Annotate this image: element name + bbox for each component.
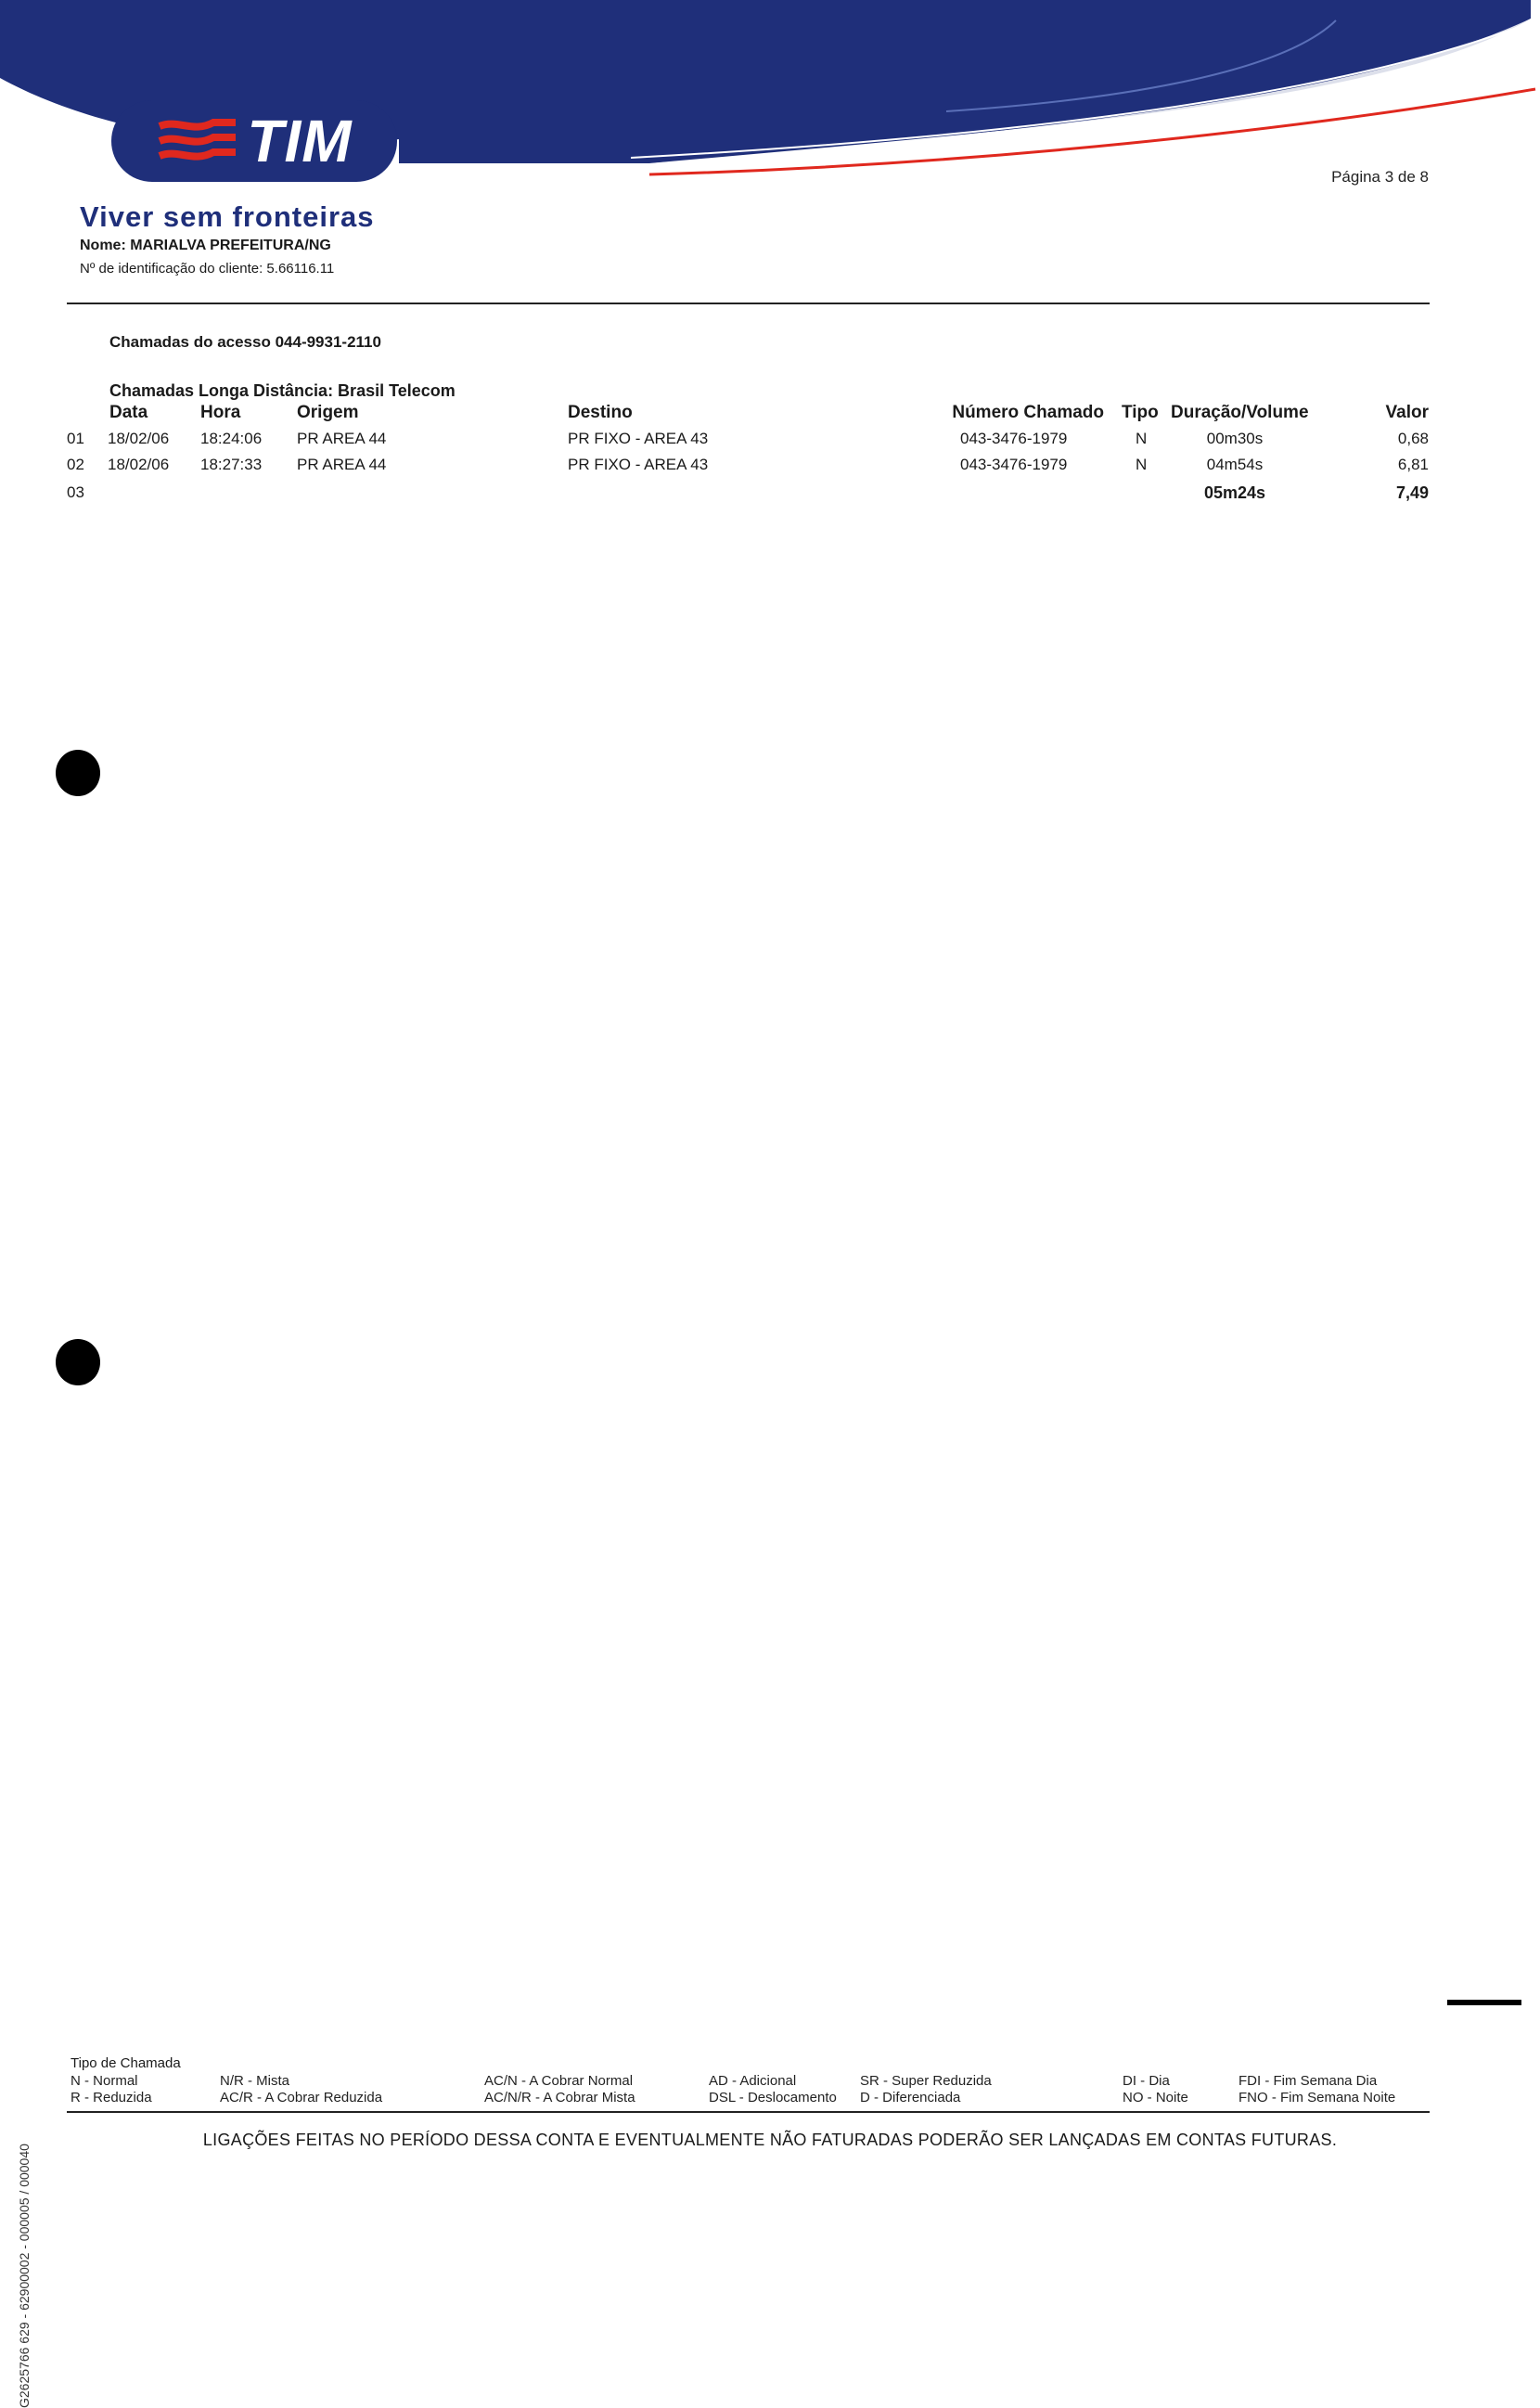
legend-item: FNO - Fim Semana Noite <box>1238 2090 1396 2105</box>
row-origin: PR AREA 44 <box>297 456 387 473</box>
access-title: Chamadas do acesso 044-9931-2110 <box>109 333 381 351</box>
column-header-tipo: Tipo <box>1122 403 1159 422</box>
row-value: 6,81 <box>1397 456 1429 473</box>
column-header-destino: Destino <box>568 403 633 422</box>
legend-title: Tipo de Chamada <box>71 2055 181 2071</box>
row-index: 02 <box>67 456 84 473</box>
row-type: N <box>1136 456 1148 473</box>
row-type: N <box>1136 430 1148 447</box>
row-time: 18:24:06 <box>200 430 263 447</box>
row-date: 18/02/06 <box>108 456 170 473</box>
total-index: 03 <box>67 483 84 501</box>
client-name: Nome: MARIALVA PREFEITURA/NG <box>80 238 331 253</box>
section-title: Chamadas Longa Distância: Brasil Telecom <box>109 381 456 400</box>
punch-hole <box>56 1339 100 1385</box>
row-number: 043-3476-1979 <box>960 456 1068 473</box>
legend-item: SR - Super Reduzida <box>860 2073 992 2089</box>
legend-item: FDI - Fim Semana Dia <box>1238 2073 1378 2089</box>
total-duration: 05m24s <box>1203 483 1266 502</box>
legend-item: D - Diferenciada <box>860 2090 961 2105</box>
footer-note: LIGAÇÕES FEITAS NO PERÍODO DESSA CONTA E EVENTUALMENTE NÃO FATURADAS PODERÃO SER LANÇADAS EM CONTAS FUTURAS. <box>202 2131 1338 2149</box>
legend-item: AC/N - A Cobrar Normal <box>484 2073 634 2089</box>
legend-item: AC/N/R - A Cobrar Mista <box>484 2090 635 2105</box>
legend-item: AD - Adicional <box>709 2073 797 2089</box>
legend-item: AC/R - A Cobrar Reduzida <box>220 2090 383 2105</box>
row-destination: PR FIXO - AREA 43 <box>568 430 709 447</box>
column-header-hora: Hora <box>200 403 241 422</box>
tim-logo <box>111 100 397 182</box>
punch-hole <box>56 750 100 796</box>
column-header-duracao: Duração/Volume <box>1171 403 1309 422</box>
column-header-origem: Origem <box>297 403 359 422</box>
legend-item: NO - Noite <box>1123 2090 1188 2105</box>
row-number: 043-3476-1979 <box>960 430 1068 447</box>
column-header-valor: Valor <box>1385 403 1429 422</box>
row-date: 18/02/06 <box>108 430 170 447</box>
tagline: Viver sem fronteiras <box>80 200 375 233</box>
side-control-code: G2625766 629 - 62900002 - 000005 / 000040 <box>17 2144 32 2408</box>
column-header-data: Data <box>109 403 148 422</box>
margin-mark <box>1447 2000 1521 2005</box>
legend-item: N - Normal <box>71 2073 138 2089</box>
divider <box>67 2111 1430 2113</box>
legend-item: DI - Dia <box>1123 2073 1170 2089</box>
row-index: 01 <box>67 430 84 447</box>
brand-name: TIM <box>247 108 353 174</box>
page-number: Página 3 de 8 <box>1331 168 1429 186</box>
row-time: 18:27:33 <box>200 456 263 473</box>
total-value: 7,49 <box>1395 483 1429 502</box>
row-origin: PR AREA 44 <box>297 430 387 447</box>
row-destination: PR FIXO - AREA 43 <box>568 456 709 473</box>
legend-item: N/R - Mista <box>220 2073 289 2089</box>
row-duration: 04m54s <box>1206 456 1264 473</box>
row-duration: 00m30s <box>1206 430 1264 447</box>
tim-waves-icon <box>156 115 239 167</box>
divider <box>67 303 1430 304</box>
column-header-numero: Número Chamado <box>952 403 1104 422</box>
legend-item: R - Reduzida <box>71 2090 152 2105</box>
client-id: Nº de identificação do cliente: 5.66116.11 <box>80 261 335 277</box>
row-value: 0,68 <box>1397 430 1429 447</box>
legend-item: DSL - Deslocamento <box>709 2090 837 2105</box>
